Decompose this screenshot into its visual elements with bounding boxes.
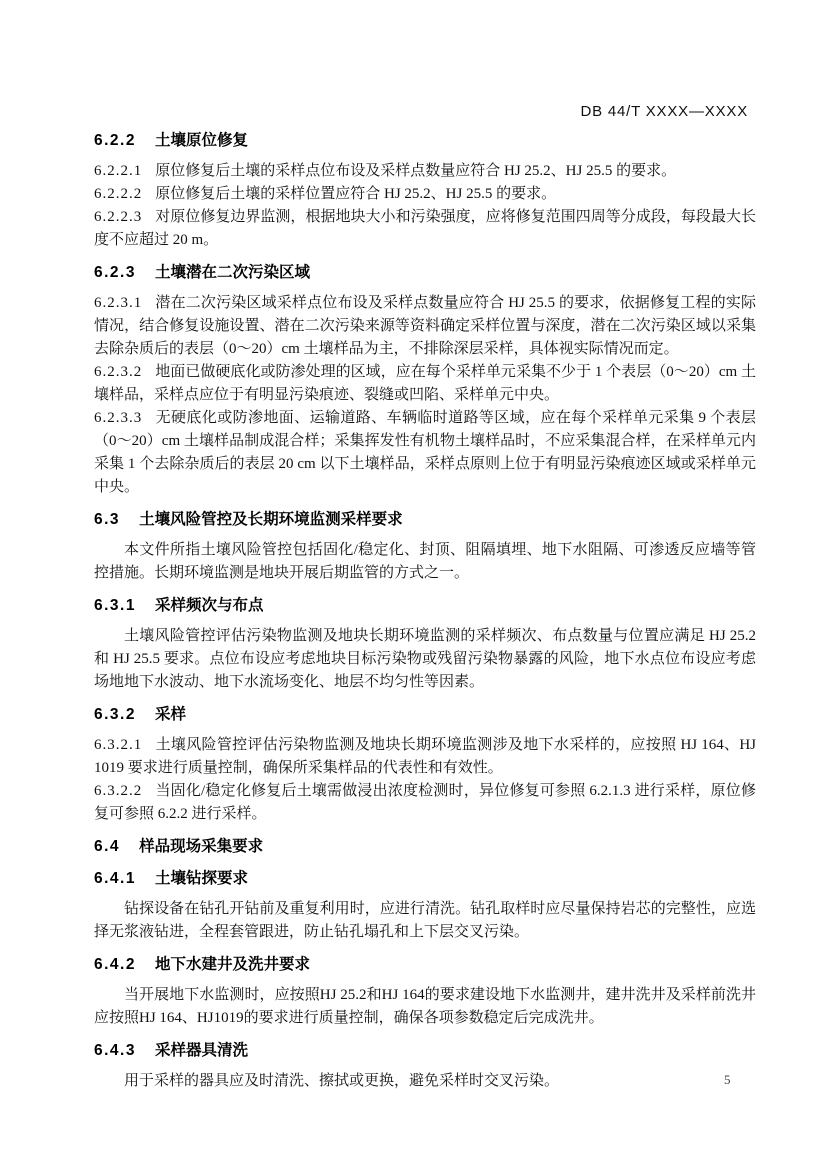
clause-number: 6.3.2.1 — [94, 737, 143, 753]
section-heading — [94, 1039, 756, 1062]
section-heading — [94, 703, 756, 726]
clause-number: 6.2.3.2 — [94, 364, 143, 380]
section-heading — [94, 594, 756, 617]
clause-paragraph — [94, 361, 756, 407]
clause-number: 6.3.2.2 — [94, 783, 143, 799]
clause-number: 6.2.3.3 — [94, 410, 143, 426]
clause-text: 原位修复后土壤的采样点位布设及采样点数量应符合 HJ 25.2、HJ 25.5 的要求。 — [155, 163, 677, 179]
clause-paragraph — [94, 183, 756, 206]
section-number: 6.3.1 — [94, 597, 136, 614]
body-paragraph: 钻探设备在钻孔开钻前及重复利用时，应进行清洗。钻孔取样时应尽量保持岩芯的完整性，应选择无浆液钻进，全程套管跟进，防止钻孔塌孔和上下层交叉污染。 — [94, 901, 756, 940]
clause-paragraph — [94, 407, 756, 499]
section-heading — [94, 953, 756, 976]
section-title: 土壤原位修复 — [154, 132, 248, 149]
body-paragraph: 本文件所指土壤风险管控包括固化/稳定化、封顶、阻隔填埋、地下水阻隔、可渗透反应墙等管控措施。长期环境监测是地块开展后期监管的方式之一。 — [94, 542, 756, 581]
clause-text: 潜在二次污染区域采样点位布设及采样点数量应符合 HJ 25.5 的要求，依据修复工程的实际情况，结合修复设施设置、潜在二次污染来源等资料确定采样位置与深度，潜在二次污染区域以采集去除杂质后的表层（0～20）cm 土壤样品为主，不排除深层采样，具体视实际情况而定。 — [94, 295, 756, 357]
section-title: 样品现场采集要求 — [139, 838, 264, 855]
section-heading — [94, 508, 756, 531]
page-number: 5 — [724, 1072, 731, 1087]
body-paragraph: 当开展地下水监测时，应按照HJ 25.2和HJ 164的要求建设地下水监测井，建井洗井及采样前洗井应按照HJ 164、HJ1019的要求进行质量控制，确保各项参数稳定后完成洗井。 — [94, 987, 756, 1026]
section-heading — [94, 867, 756, 890]
section-number: 6.2.3 — [94, 264, 136, 281]
section-number: 6.4.2 — [94, 956, 136, 973]
section-heading — [94, 835, 756, 858]
clause-number: 6.2.2.2 — [94, 186, 143, 202]
clause-number: 6.2.2.3 — [94, 209, 143, 225]
clause-paragraph — [94, 206, 756, 252]
section-number: 6.3 — [94, 511, 121, 528]
clause-text: 无硬底化或防渗地面、运输道路、车辆临时道路等区域，应在每个采样单元采集 9 个表层（0～20）cm 土壤样品制成混合样；采集挥发性有机物土壤样品时，不应采集混合样，在采样单元内采集 1 个去除杂质后的表层 20 cm 以下土壤样品，采样点原则上位于有明显污染痕迹区域或采样单元中央。 — [94, 410, 756, 495]
section-number: 6.4.3 — [94, 1042, 136, 1059]
clause-paragraph — [94, 780, 756, 826]
doc-code-header: DB 44/T XXXX—XXXX — [580, 103, 748, 120]
clause-paragraph — [94, 292, 756, 361]
section-number: 6.3.2 — [94, 706, 136, 723]
document-body — [94, 120, 756, 1093]
section-title: 采样器具清洗 — [154, 1042, 248, 1059]
clause-text: 当固化/稳定化修复后土壤需做浸出浓度检测时，异位修复可参照 6.2.1.3 进行采样，原位修复可参照 6.2.2 进行采样。 — [94, 783, 756, 822]
clause-text: 原位修复后土壤的采样位置应符合 HJ 25.2、HJ 25.5 的要求。 — [155, 186, 557, 202]
section-title: 土壤潜在二次污染区域 — [154, 264, 310, 281]
section-number: 6.2.2 — [94, 132, 136, 149]
section-heading — [94, 129, 756, 152]
clause-number: 6.2.2.1 — [94, 163, 143, 179]
clause-number: 6.2.3.1 — [94, 295, 143, 311]
clause-paragraph — [94, 734, 756, 780]
section-title: 土壤风险管控及长期环境监测采样要求 — [139, 511, 403, 528]
section-title: 采样频次与布点 — [154, 597, 264, 614]
section-heading — [94, 261, 756, 284]
section-title: 采样 — [154, 706, 186, 723]
section-title: 地下水建井及洗井要求 — [154, 956, 310, 973]
clause-text: 土壤风险管控评估污染物监测及地块长期环境监测涉及地下水采样的，应按照 HJ 164、HJ 1019 要求进行质量控制，确保所采集样品的代表性和有效性。 — [94, 737, 756, 776]
section-number: 6.4 — [94, 838, 121, 855]
section-number: 6.4.1 — [94, 870, 136, 887]
section-title: 土壤钻探要求 — [154, 870, 248, 887]
body-paragraph: 用于采样的器具应及时清洗、擦拭或更换，避免采样时交叉污染。 — [124, 1073, 560, 1089]
clause-text: 对原位修复边界监测，根据地块大小和污染强度，应将修复范围四周等分成段，每段最大长度不应超过 20 m。 — [94, 209, 756, 248]
clause-paragraph — [94, 160, 756, 183]
body-paragraph: 土壤风险管控评估污染物监测及地块长期环境监测的采样频次、布点数量与位置应满足 HJ 25.2 和 HJ 25.5 要求。点位布设应考虑地块目标污染物或残留污染物暴露的风险，地下水点位布设应考虑场地地下水波动、地下水流场变化、地层不均匀性等因素。 — [94, 628, 756, 690]
clause-text: 地面已做硬底化或防渗处理的区域，应在每个采样单元采集不少于 1 个表层（0～20）cm 土壤样品，采样点应位于有明显污染痕迹、裂缝或凹陷、采样单元中央。 — [94, 364, 756, 403]
